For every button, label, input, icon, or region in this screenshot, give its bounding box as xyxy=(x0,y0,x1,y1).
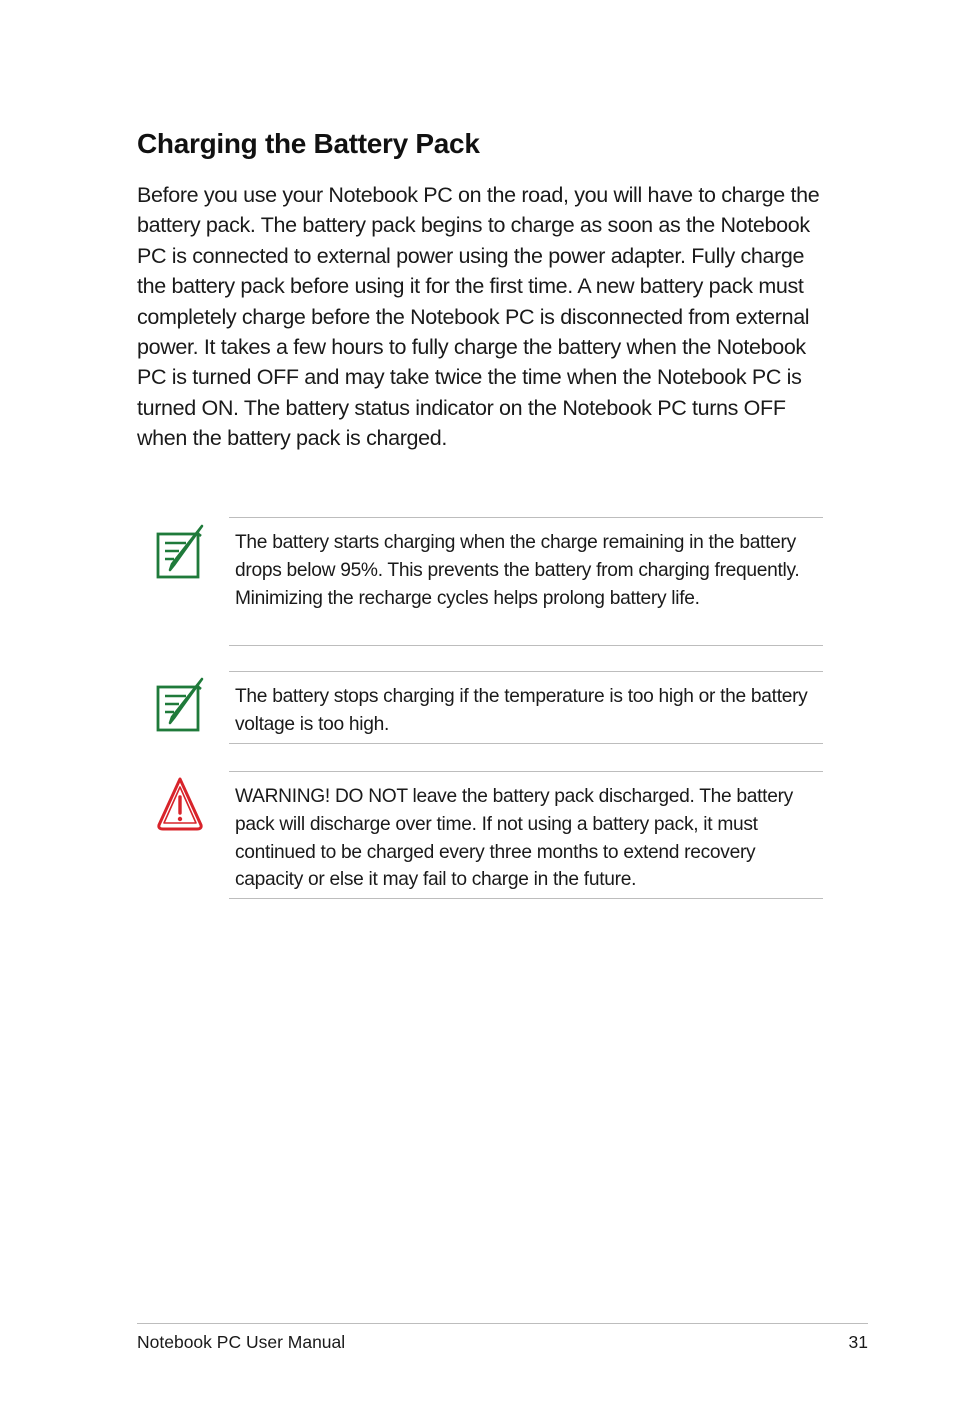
page-title: Charging the Battery Pack xyxy=(137,128,480,159)
page-number: 31 xyxy=(848,1332,868,1352)
note-pencil-icon xyxy=(155,676,205,734)
warning-triangle-icon xyxy=(155,775,205,833)
note-box-charge-threshold xyxy=(229,517,823,646)
note-text: The battery stops charging if the temperature is too high or the battery voltage is too high. xyxy=(235,686,808,735)
note-text: The battery starts charging when the charge remaining in the battery drops below 95%. This prevents the battery from charging frequently. Minimizing the recharge cycles helps prolong battery life. xyxy=(235,532,800,609)
intro-paragraph: Before you use your Notebook PC on the road, you will have to charge the battery pack. The battery pack begins to charge as soon as the Notebook PC is connected to external power using the power adapter. Fully charge the battery pack before using it for the first time. A new battery pack must completely charge before the Notebook PC is disconnected from external power. It takes a few hours to fully charge the battery when the Notebook PC is turned OFF and may take twice the time when the Notebook PC is turned ON. The battery status indicator on the Notebook PC turns OFF when the battery pack is charged. xyxy=(137,183,820,451)
note-pencil-icon xyxy=(155,523,205,581)
warning-text: WARNING! DO NOT leave the battery pack discharged. The battery pack will discharge over time. If not using a battery pack, it must continued to be charged every three months to extend recovery capacity or else it may fail to charge in the future. xyxy=(235,786,793,891)
warning-box xyxy=(229,771,823,899)
footer-manual-title: Notebook PC User Manual xyxy=(137,1332,346,1352)
footer-divider xyxy=(137,1323,868,1324)
note-box-temperature xyxy=(229,671,823,744)
